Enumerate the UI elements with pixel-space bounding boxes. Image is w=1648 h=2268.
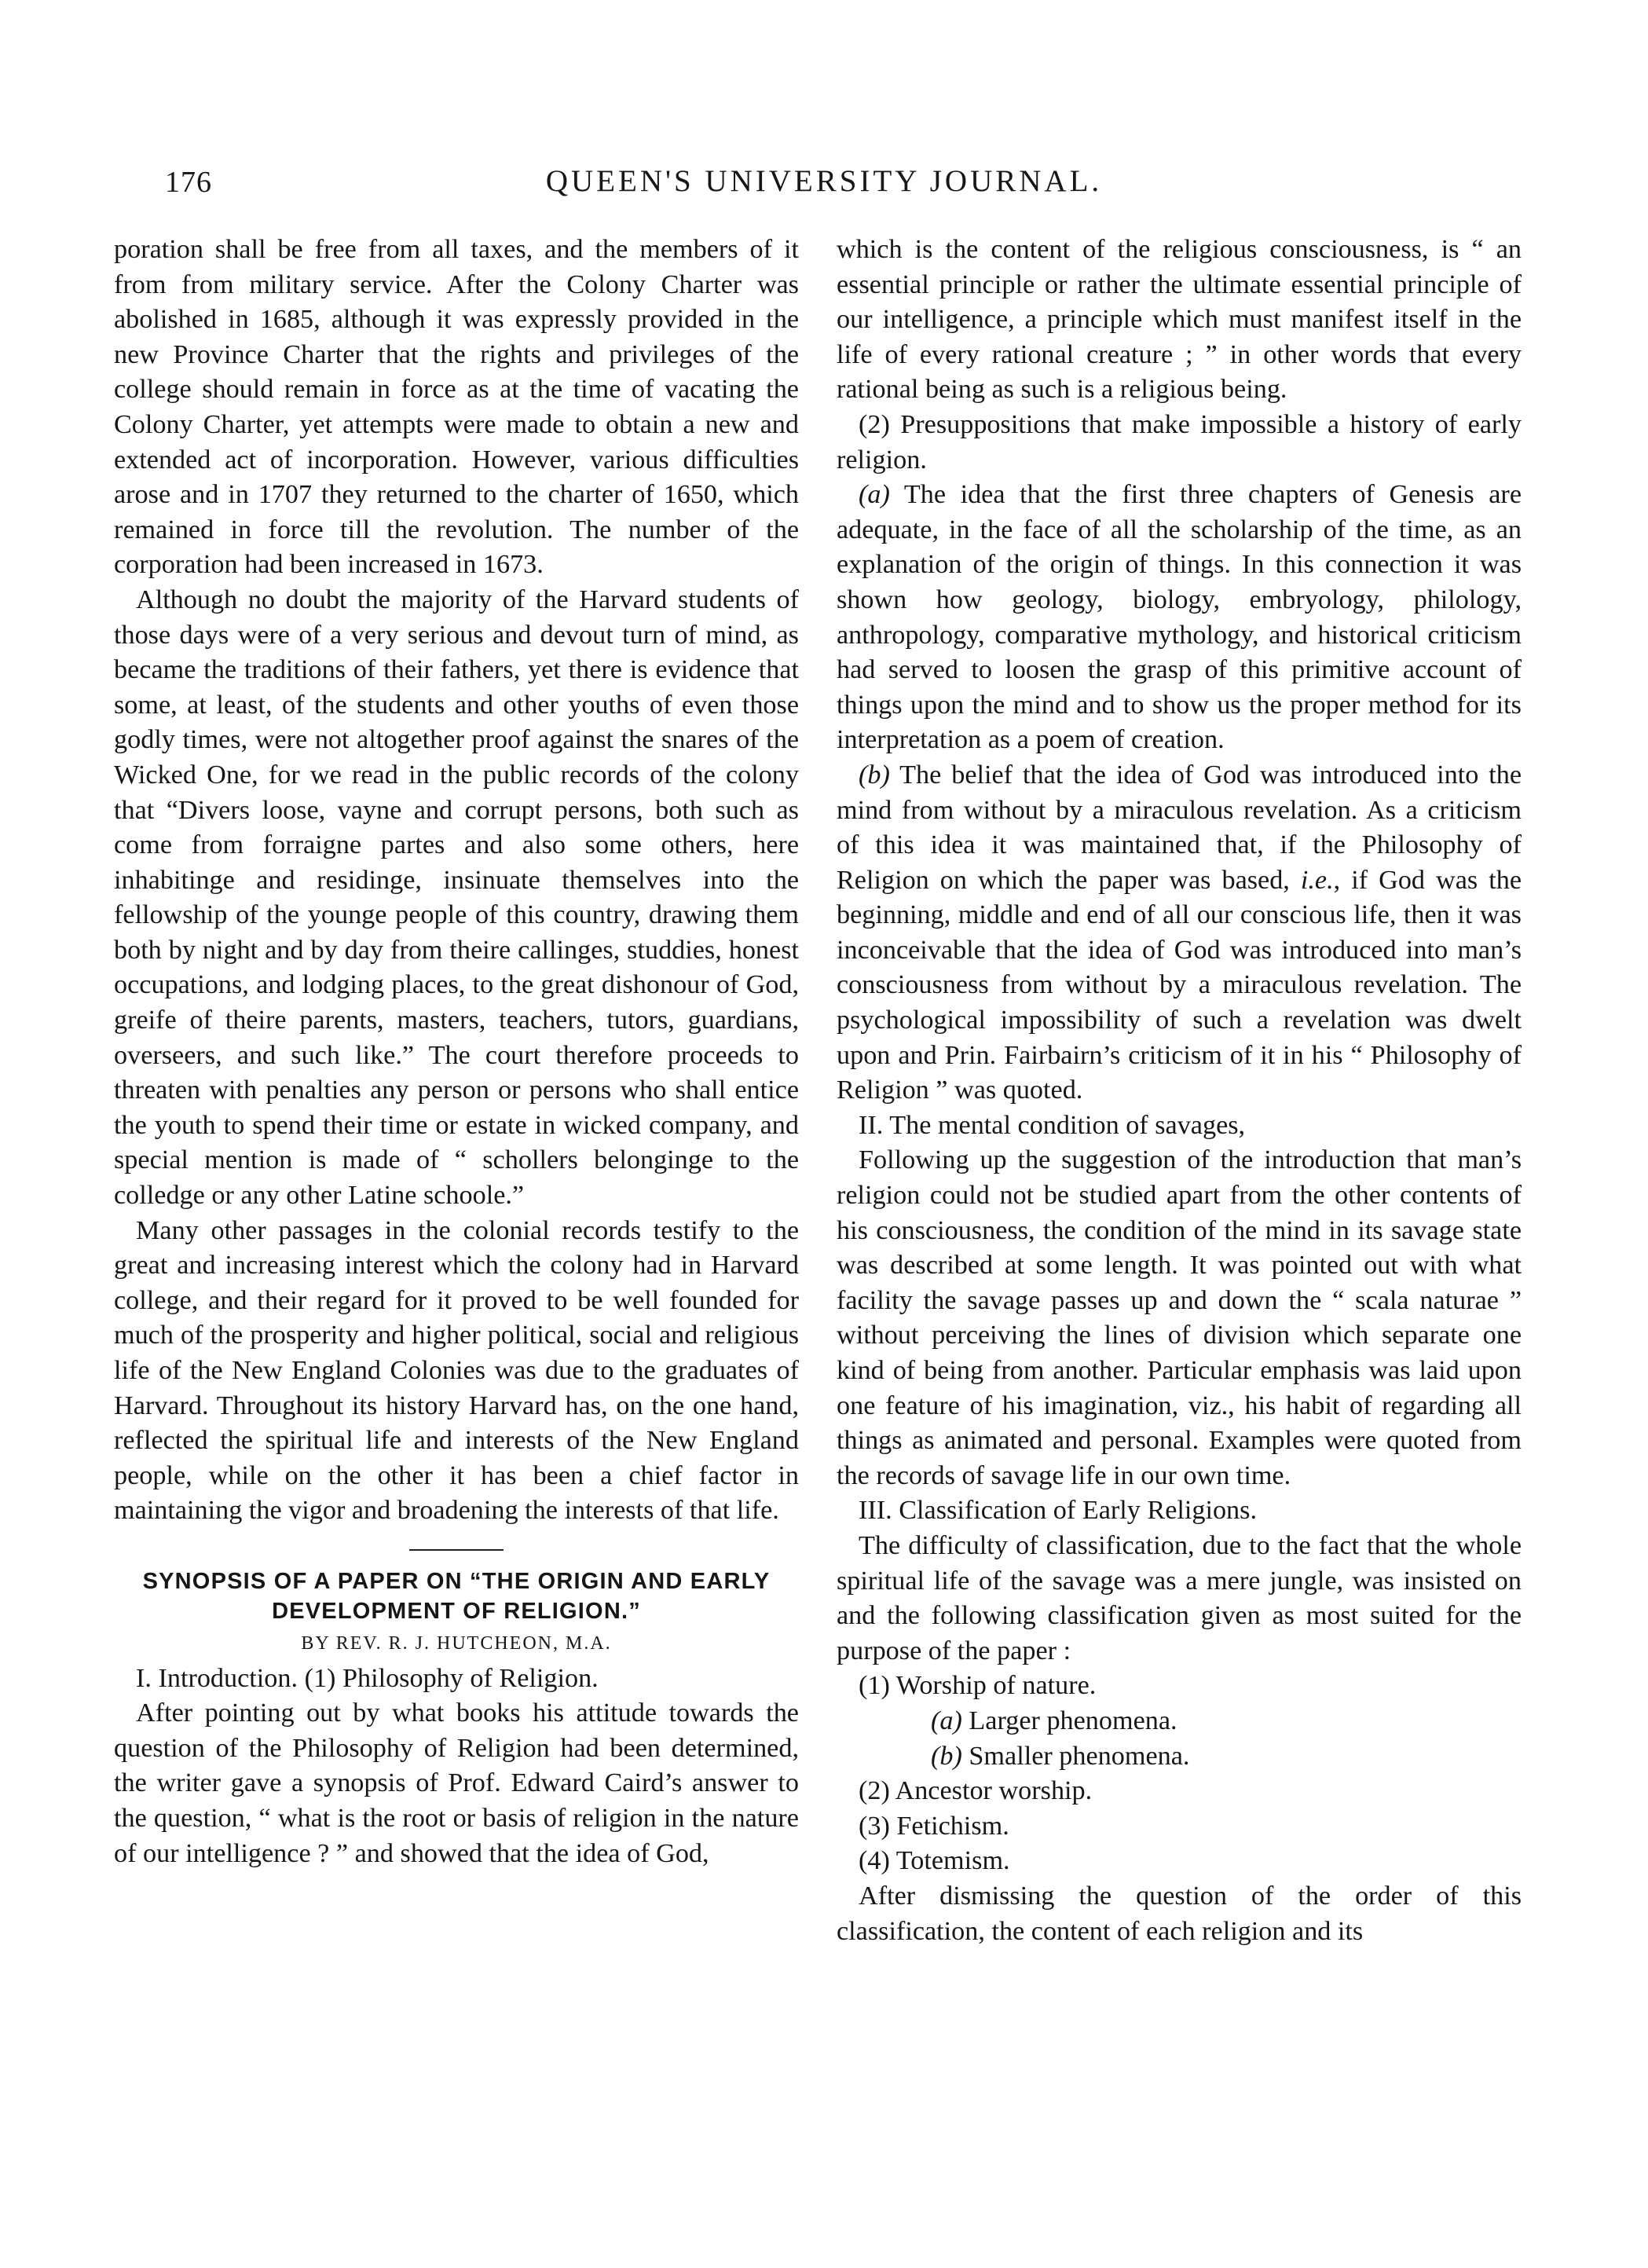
paragraph: [837, 478, 1522, 758]
paragraph: The difficulty of classification, due to the fact that the whole spiritual life of the savage was a mere jungle, was insisted on and the following classification given as most suited for the purpose of the paper :: [837, 1530, 1522, 1665]
paragraph: [837, 758, 1522, 1108]
section-heading: III. Classification of Early Religions.: [859, 1496, 1258, 1526]
paragraph: Following up the suggestion of the introduction that man’s religion could not be studied apart from the other contents of his consciousness, the condition of the mind in its savage state was described at some length. It was pointed out with what facility the savage passes up and down the “ scala naturae ” without perceiving the lines of division which separate one kind of being from another. Particular emphasis was laid upon one feature of his imagination, viz., his habit of regarding all things as animated and personal. Examples were quoted from the records of savage life in our own time.: [837, 1145, 1522, 1490]
paragraph-text: The idea that the first three chapters of Genesis are adequate, in the face of all the scholarship of the time, as an explanation of the origin of things. In this connection it was shown how geology, biology, embryology, philology, anthropology, comparative mythology, and historical criticism had served to loosen the grasp of this primitive account of things upon the mind and to show us the proper method for its interpretation as a poem of creation.: [837, 480, 1522, 755]
paragraph: which is the content of the religious consciousness, is “ an essential principle or rather the ultimate essential principle of our intelligence, a principle which must manifest itself in the life of every rational creature ; ” in other words that every rational being as such is a religious being.: [837, 235, 1522, 405]
paragraph: After dismissing the question of the order of this classification, the content of each religion and its: [837, 1881, 1522, 1946]
item-label: (a): [859, 480, 890, 510]
list-subitem: [837, 1739, 1522, 1775]
list-item: (4) Totemism.: [859, 1846, 1010, 1876]
left-column: [114, 233, 799, 1871]
section-divider: [409, 1549, 504, 1551]
paragraph-text: The belief that the idea of God was introduced into the mind from without by a miraculous revelation. As a criticism of this idea it was maintained that, if the Philosophy of Religion on which the paper was based,: [837, 760, 1522, 895]
paragraph: poration shall be free from all taxes, and the members of it from from military service. After the Colony Charter was abolished in 1685, although it was expressly provided in the new Province Charter that the rights and privileges of the college should remain in force as at the time of vacating the Colony Charter, yet attempts were made to obtain a new and extended act of incorporation. However, various difficulties arose and in 1707 they returned to the charter of 1650, which remained in force till the revolution. The number of the corporation had been increased in 1673.: [114, 235, 799, 580]
section-heading: II. The mental condition of savages,: [859, 1110, 1246, 1140]
item-label: (b): [931, 1741, 962, 1771]
item-label: (a): [931, 1706, 962, 1735]
article-title: SYNOPSIS OF A PAPER ON “THE ORIGIN AND EARLY DEVELOPMENT OF RELIGION.”: [142, 1568, 771, 1624]
abbreviation: i.e.: [1300, 865, 1334, 895]
running-head: QUEEN'S UNIVERSITY JOURNAL.: [545, 164, 1103, 198]
page-number: 176: [165, 166, 212, 199]
list-subitem: [837, 1704, 1522, 1739]
list-item: (3) Fetichism.: [859, 1811, 1009, 1841]
item-label: (b): [859, 760, 890, 790]
section-heading: I. Introduction. (1) Philosophy of Religion.: [136, 1663, 599, 1693]
right-column: [837, 233, 1522, 1949]
paragraph: Many other passages in the colonial records testify to the great and increasing interest which the colony had in Harvard college, and their regard for it proved to be well founded for much of the prosperity and higher political, social and religious life of the New England Colonies was due to the graduates of Harvard. Throughout its history Harvard has, on the one hand, reflected the spiritual life and interests of the New England people, while on the other it has been a chief factor in maintaining the vigor and broadening the interests of that life.: [114, 1215, 799, 1526]
paragraph: (2) Presuppositions that make impossible a history of early religion.: [837, 409, 1522, 474]
article-byline: BY REV. R. J. HUTCHEON, M.A.: [301, 1632, 612, 1654]
list-item: (1) Worship of nature.: [859, 1671, 1097, 1701]
paragraph-text: , if God was the beginning, middle and end of all our conscious life, then it was inconceivable that the idea of God was introduced into man’s consciousness from without by a miraculous revelation. The psychological impossibility of such a revelation was dwelt upon and Prin. Fairbairn’s criticism of it in his “ Philosophy of Religion ” was quoted.: [837, 865, 1522, 1105]
paragraph: After pointing out by what books his attitude towards the question of the Philosophy of Religion had been determined, the writer gave a synopsis of Prof. Edward Caird’s answer to the question, “ what is the root or basis of religion in the nature of our intelligence ? ” and showed that the idea of God,: [114, 1698, 799, 1868]
list-subitem-text: Smaller phenomena.: [961, 1741, 1190, 1771]
list-subitem-text: Larger phenomena.: [961, 1706, 1177, 1735]
paragraph: Although no doubt the majority of the Harvard students of those days were of a very serious and devout turn of mind, as became the traditions of their fathers, yet there is evidence that some, at least, of the students and other youths of even those godly times, were not altogether proof against the snares of the Wicked One, for we read in the public records of the colony that “Divers loose, vayne and corrupt persons, both such as come from forraigne partes and also some others, here inhabitinge and residinge, insinuate themselves into the fellowship of the younge people of this country, drawing them both by night and by day from theire callinges, studdies, honest occupations, and lodging places, to the great dishonour of God, greife of theire parents, masters, teachers, tutors, guardians, overseers, and such like.” The court therefore proceeds to threaten with penalties any person or persons who shall entice the youth to spend their time or estate in wicked company, and special mention is made of “ schollers belonginge to the colledge or any other Latine schoole.”: [114, 584, 799, 1211]
list-item: (2) Ancestor worship.: [859, 1776, 1093, 1806]
